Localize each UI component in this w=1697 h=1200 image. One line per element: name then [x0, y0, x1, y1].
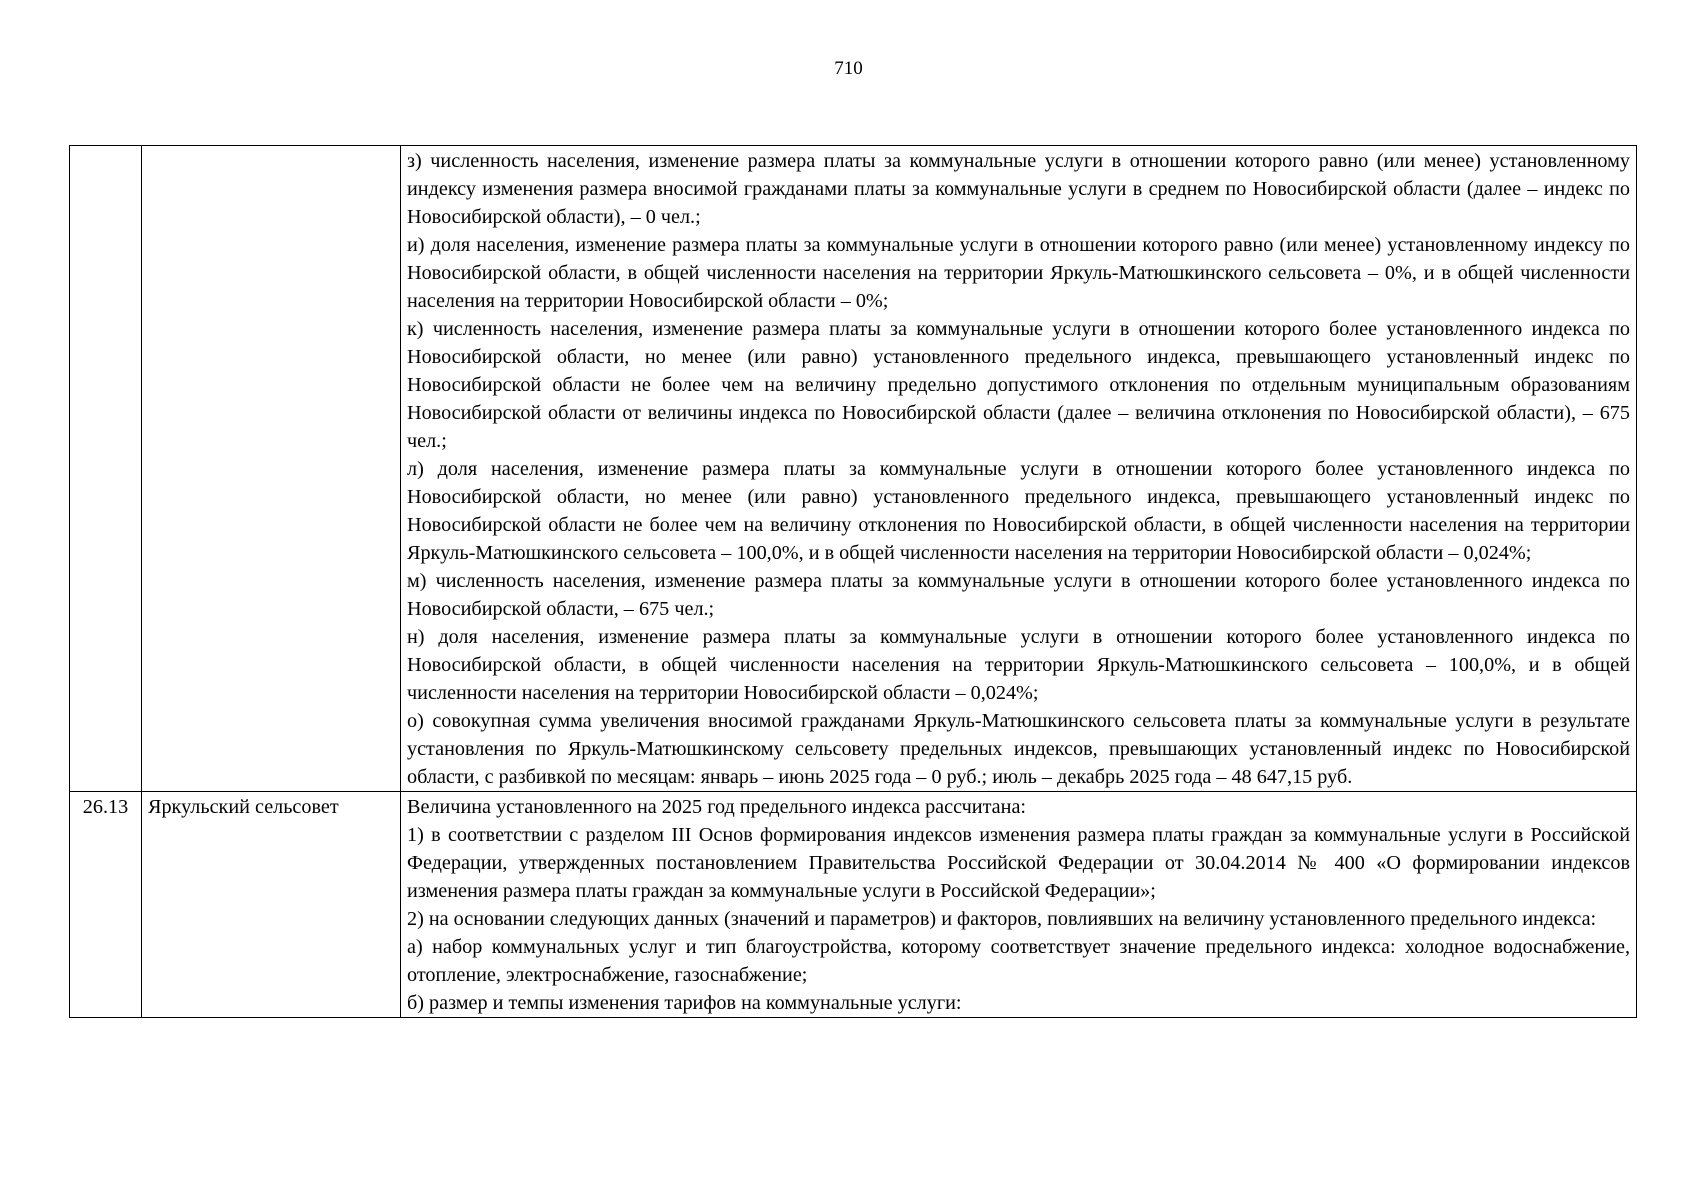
municipality-name-cell	[142, 146, 401, 792]
description-cell	[401, 792, 1637, 1018]
paragraph-z: з) численность населения, изменение размера платы за коммунальные услуги в отношении которого равно (или менее) установленному индексу изменения размера вносимой гражданами платы за коммунальные услуги в среднем по Новосибирской области (далее – индекс по Новосибирской области), – 0 чел.;	[407, 150, 1630, 228]
row-number-cell	[70, 146, 142, 792]
paragraph-1: 1) в соответствии с разделом III Основ формирования индексов изменения размера платы граждан за коммунальные услуги в Российской Федерации, утвержденных постановлением Правительства Российской Федерации от 30.04.2014 № 400 «О формировании индексов изменения размера платы граждан за коммунальные услуги в Российской Федерации»;	[407, 824, 1630, 902]
row-number-cell: 26.13	[70, 792, 142, 1018]
description-cell	[401, 146, 1637, 792]
paragraph-k: к) численность населения, изменение размера платы за коммунальные услуги в отношении которого более установленного индекса по Новосибирской области, но менее (или равно) установленного предельного индекса, превышающего установленный индекс по Новосибирской области не более чем на величину предельно допустимого отклонения по отдельным муниципальным образованиям Новосибирской области от величины индекса по Новосибирской области (далее – величина отклонения по Новосибирской области), – 675 чел.;	[407, 318, 1630, 452]
page-number: 710	[834, 58, 863, 79]
paragraph-n: н) доля населения, изменение размера платы за коммунальные услуги в отношении которого более установленного индекса по Новосибирской области, в общей численности населения на территории Яркуль-Матюшкинского сельсовета – 100,0%, и в общей численности населения на территории Новосибирской области – 0,024%;	[407, 626, 1630, 704]
paragraph-intro: Величина установленного на 2025 год предельного индекса рассчитана:	[407, 796, 1027, 818]
municipality-name-cell: Яркульский сельсовет	[142, 792, 401, 1018]
table-row	[70, 146, 1637, 792]
paragraph-o: о) совокупная сумма увеличения вносимой гражданами Яркуль-Матюшкинского сельсовета платы за коммунальные услуги в результате установления по Яркуль-Матюшкинскому сельсовету предельных индексов, превышающих установленный индекс по Новосибирской области, с разбивкой по месяцам: январь – июнь 2025 года – 0 руб.; июль – декабрь 2025 года – 48 647,15 руб.	[407, 710, 1630, 788]
paragraph-m: м) численность населения, изменение размера платы за коммунальные услуги в отношении которого более установленного индекса по Новосибирской области, – 675 чел.;	[407, 570, 1630, 620]
paragraph-i: и) доля населения, изменение размера платы за коммунальные услуги в отношении которого равно (или менее) установленному индексу по Новосибирской области, в общей численности населения на территории Яркуль-Матюшкинского сельсовета – 0%, и в общей численности населения на территории Новосибирской области – 0%;	[407, 234, 1630, 312]
tariff-index-table	[69, 145, 1637, 1018]
paragraph-b: б) размер и темпы изменения тарифов на коммунальные услуги:	[407, 992, 962, 1014]
table-row	[70, 792, 1637, 1018]
paragraph-2: 2) на основании следующих данных (значений и параметров) и факторов, повлиявших на величину установленного предельного индекса:	[407, 908, 1597, 930]
paragraph-a: а) набор коммунальных услуг и тип благоустройства, которому соответствует значение предельного индекса: холодное водоснабжение, отопление, электроснабжение, газоснабжение;	[407, 936, 1630, 986]
paragraph-l: л) доля населения, изменение размера платы за коммунальные услуги в отношении которого более установленного индекса по Новосибирской области, но менее (или равно) установленного предельного индекса, превышающего установленный индекс по Новосибирской области не более чем на величину отклонения по Новосибирской области, в общей численности населения на территории Яркуль-Матюшкинского сельсовета – 100,0%, и в общей численности населения на территории Новосибирской области – 0,024%;	[407, 458, 1630, 564]
